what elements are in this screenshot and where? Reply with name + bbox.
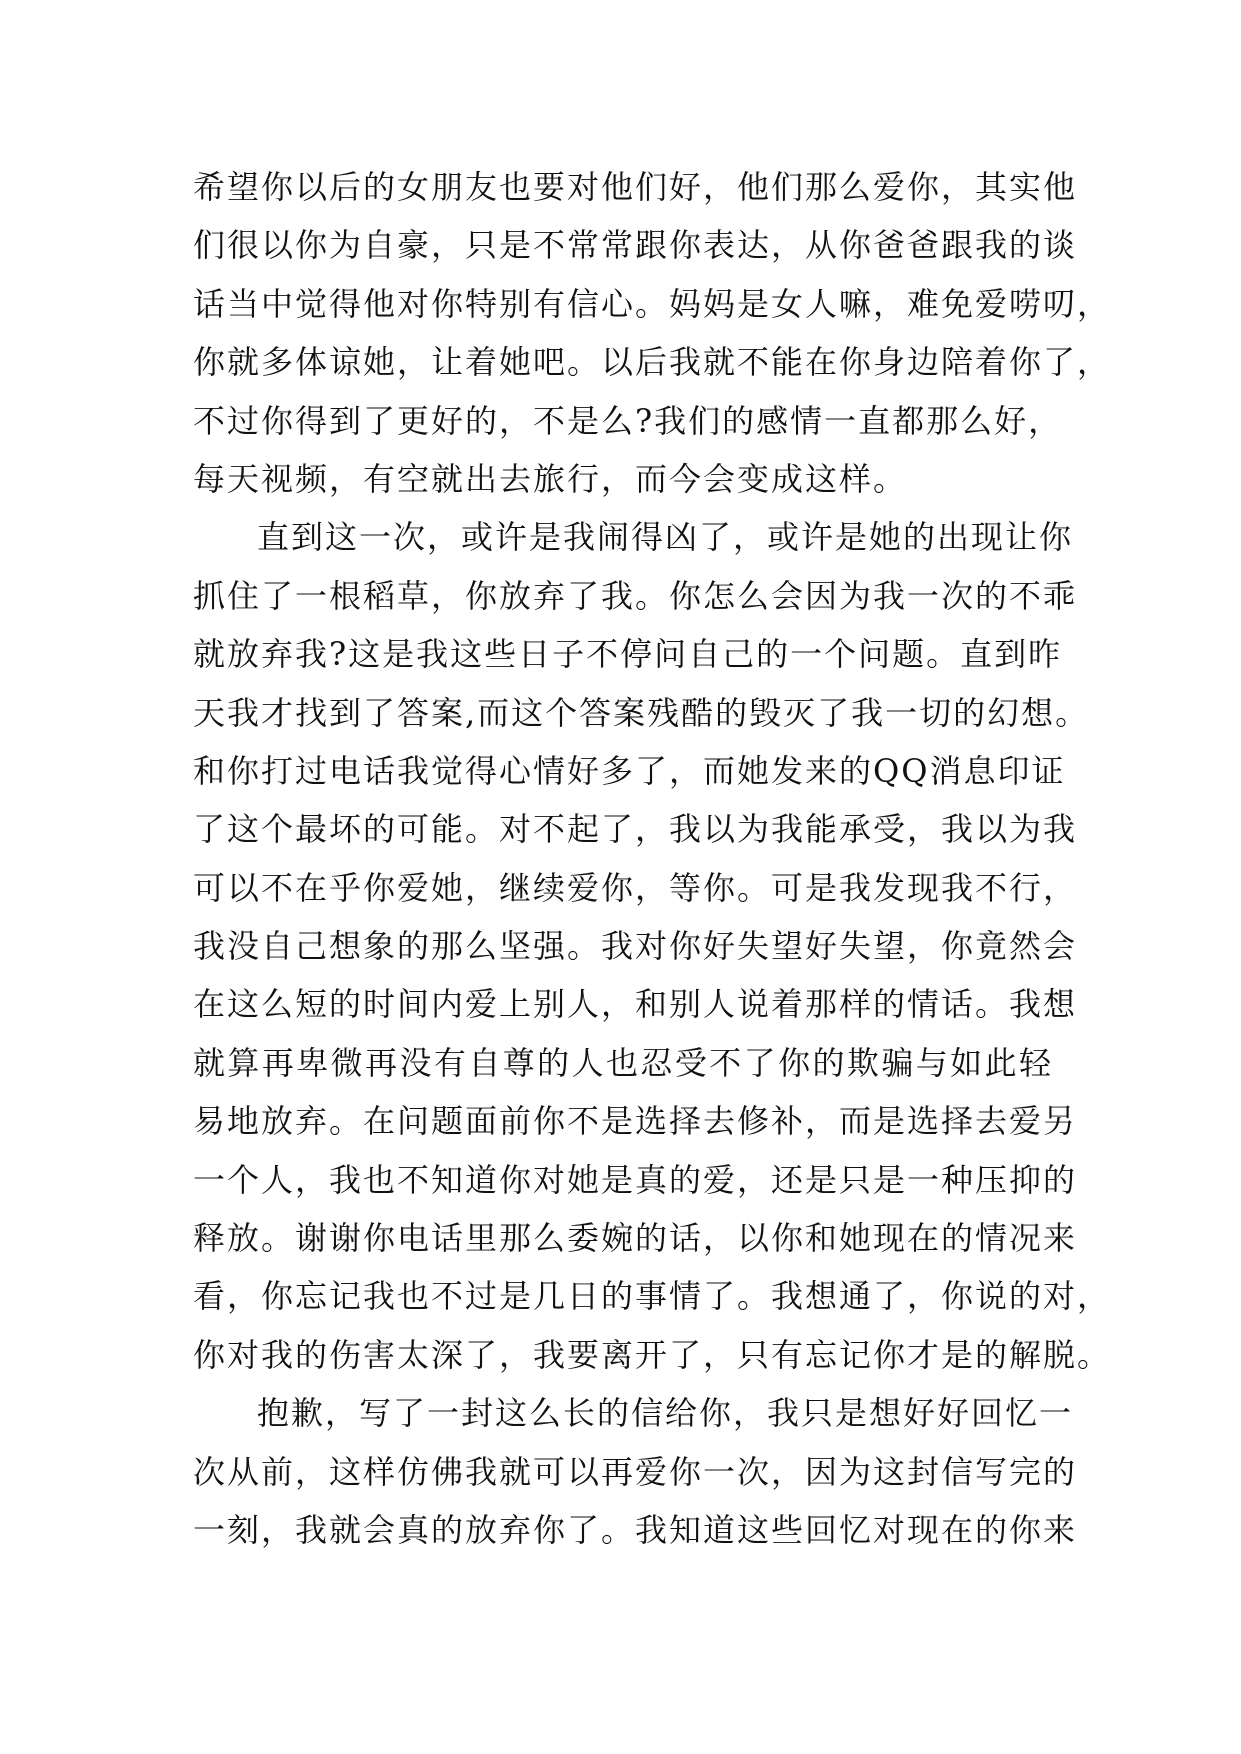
text-line: 们很以你为自豪，只是不常常跟你表达，从你爸爸跟我的谈 — [193, 226, 1078, 265]
text-line: 一个人，我也不知道你对她是真的爱，还是只是一种压抑的 — [193, 1160, 1078, 1199]
paragraph-2 — [193, 508, 1112, 1384]
text-line: 直到这一次，或许是我闹得凶了，或许是她的出现让你 — [257, 518, 1074, 557]
text-line: 我没自己想象的那么坚强。我对你好失望好失望，你竟然会 — [193, 927, 1078, 966]
text-line: 释放。谢谢你电话里那么委婉的话，以你和她现在的情况来 — [193, 1219, 1078, 1258]
text-line: 可以不在乎你爱她，继续爱你，等你。可是我发现我不行， — [193, 868, 1078, 907]
text-line: 了这个最坏的可能。对不起了，我以为我能承受，我以为我 — [193, 810, 1078, 849]
text-line: 希望你以后的女朋友也要对他们好，他们那么爱你，其实他 — [193, 168, 1078, 206]
text-line: 抓住了一根稻草，你放弃了我。你怎么会因为我一次的不乖 — [193, 576, 1078, 615]
letter-body — [193, 158, 1112, 1559]
text-line: 每天视频，有空就出去旅行，而今会变成这样。 — [193, 459, 908, 498]
text-line: 就放弃我?这是我这些日子不停问自己的一个问题。直到昨 — [193, 635, 1063, 674]
text-line: 话当中觉得他对你特别有信心。妈妈是女人嘛，难免爱唠叨， — [193, 284, 1112, 323]
text-line: 天我才找到了答案,而这个答案残酷的毁灭了我一切的幻想。 — [193, 693, 1090, 732]
text-line: 易地放弃。在问题面前你不是选择去修补，而是选择去爱另 — [193, 1102, 1078, 1141]
paragraph-1 — [193, 158, 1112, 508]
text-line: 你就多体谅她，让着她吧。以后我就不能在你身边陪着你了， — [193, 343, 1112, 382]
text-line: 就算再卑微再没有自尊的人也忍受不了你的欺骗与如此轻 — [193, 1043, 1053, 1082]
text-line: 和你打过电话我觉得心情好多了，而她发来的QQ消息印证 — [193, 751, 1066, 790]
text-line: 一刻，我就会真的放弃你了。我知道这些回忆对现在的你来 — [193, 1510, 1078, 1549]
text-line: 不过你得到了更好的，不是么?我们的感情一直都那么好， — [193, 401, 1063, 440]
text-line: 你对我的伤害太深了，我要离开了，只有忘记你才是的解脱。 — [193, 1335, 1112, 1374]
text-line: 在这么短的时间内爱上别人，和别人说着那样的情话。我想 — [193, 985, 1078, 1024]
paragraph-3 — [193, 1384, 1078, 1559]
text-line: 抱歉，写了一封这么长的信给你，我只是想好好回忆一 — [257, 1394, 1074, 1433]
text-line: 看，你忘记我也不过是几日的事情了。我想通了，你说的对， — [193, 1277, 1112, 1316]
text-line: 次从前，这样仿佛我就可以再爱你一次，因为这封信写完的 — [193, 1452, 1078, 1491]
